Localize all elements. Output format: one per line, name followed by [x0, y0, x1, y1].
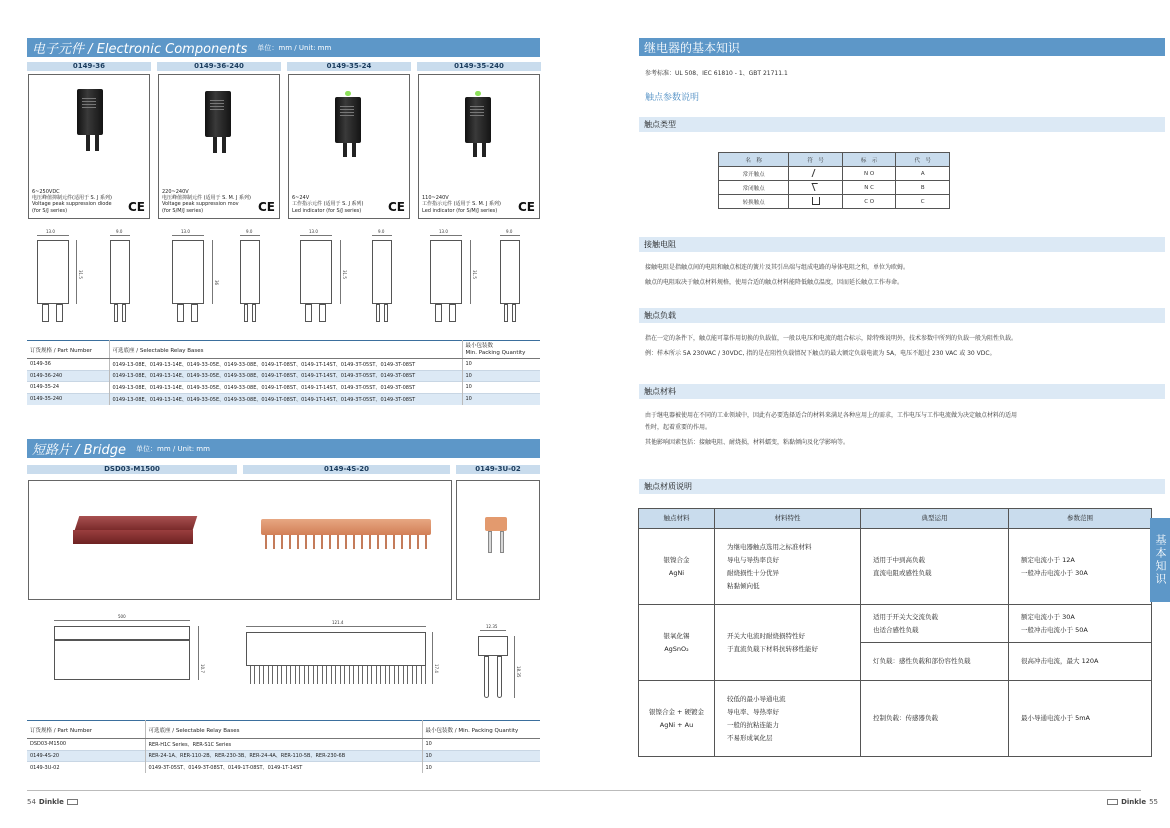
product-box-0149-35-240 — [418, 74, 540, 219]
electronic-section-title: 电子元件 / Electronic Components — [32, 42, 248, 57]
product-caption: 110~240V 工作指示元件 (适用于 S. M. J 系列) Led indicator (for S/M/J series) — [422, 195, 501, 214]
relay-module-image — [205, 91, 231, 137]
load-heading: 触点负载 — [639, 308, 1165, 323]
ce-mark: CE — [517, 200, 535, 214]
part-code-0149-35-240: 0149-35-240 — [417, 62, 541, 71]
u-bridge-image-box — [456, 480, 540, 600]
relay-module-image — [335, 97, 361, 143]
knowledge-header — [639, 38, 1165, 56]
led-indicator-icon — [475, 91, 481, 96]
material-desc-heading: 触点材质说明 — [639, 479, 1165, 494]
u-bridge-image — [485, 517, 507, 531]
footer-rule — [585, 790, 1141, 791]
relay-module-image — [77, 89, 103, 135]
bridge-code-0149-4s-20: 0149-4S-20 — [243, 465, 450, 474]
page-number: 55 — [1149, 798, 1158, 806]
ce-mark: CE — [387, 200, 405, 214]
relay-module-image — [465, 97, 491, 143]
table-row: 0149-36 0149-13-08E、0149-13-14E、0149-33-05E、0149-33-08E、0149-1T-08ST、0149-1T-14ST、0149-3T-05ST、0149-3T-08ST 10 — [27, 359, 540, 371]
table-row: 0149-35-24 0149-13-08E、0149-13-14E、0149-33-05E、0149-33-08E、0149-1T-08ST、0149-1T-14ST、0149-3T-05ST、0149-3T-08ST 10 — [27, 382, 540, 394]
comb-bridge-image — [261, 519, 431, 535]
footer-rule — [27, 790, 585, 791]
material-heading: 触点材料 — [639, 384, 1165, 399]
table-row: 0149-3U-02 0149-3T-05ST、0149-3T-08ST、0149-1T-08ST、0149-1T-14ST 10 — [27, 762, 540, 774]
contact-type-heading: 触点类型 — [639, 117, 1165, 132]
part-code-0149-36-240: 0149-36-240 — [157, 62, 281, 71]
resistance-heading: 接触电阻 — [639, 237, 1165, 252]
left-footer — [27, 798, 78, 806]
bridge-image-box — [28, 480, 452, 600]
product-box-0149-36 — [28, 74, 150, 219]
contact-type-table: 名 称 符 号 标 示 代 号 常开触点 N O A 常闭触点 N C B 转换触点 C O C — [718, 152, 950, 209]
table-row: 常开触点 N O A — [719, 167, 950, 181]
table-row: 银镍合金 AgNi 为继电器触点选用之标准材料 导电与导热率良好 耐烧损性十分优异 粘黏倾向低 适用于中到高负载 直流电阻或感性负载 额定电流小于 12A 一般冲击电流小于 30A — [639, 529, 1152, 605]
electronic-unit: 单位：mm / Unit: mm — [257, 43, 332, 52]
bridge-unit: 单位：mm / Unit: mm — [136, 444, 210, 453]
knowledge-title: 继电器的基本知识 — [644, 40, 741, 55]
part-code-0149-35-24: 0149-35-24 — [287, 62, 411, 71]
product-box-0149-36-240 — [158, 74, 280, 219]
material-text: 由于继电器被使用在不同的工业领域中，因此有必要选择适合的材料来满足各种应用上的需求，工作电压与工作电流做为决定触点材料的适用 性时，起着重要的作用。 其他影响因素包括：接触电阻、耐烧损，材料蠕变，粘黏倾向及化学影响等。 — [645, 412, 1018, 446]
table-row: 常闭触点 N C B — [719, 181, 950, 195]
electronic-parts-table: 订货规格 / Part Number 可选底座 / Selectable Relay Bases 最小包装数 Min. Packing Quantity 0149-36 0149-13-08E、0149-13-14E、0149-33-05E、0149-33-08E、0149-1T-08ST、0149-1T-14ST、0149-3T-05ST、0149-3T-08ST 10 0149-36-240 0149-13-08E、0149-13-14E、0149-33-05E、0149-33-08E、0149-1T-08ST、0149-1T-14ST、0149-3T-05ST、0149-3T-08ST 10 0149-35-24 0149-13-08E、0149-13-14E、0149-33-05E、0149-33-08E、0149-1T-08ST、0149-1T-14ST、0149-3T-05ST、0149-3T-08ST 10 0149-35-240 0149-13-08E、0149-13-14E、0149-33-05E、0149-33-08E、0149-1T-08ST、0149-1T-14ST、0149-3T-05ST、0149-3T-08ST 10 — [27, 340, 540, 405]
brand-logo-icon — [1107, 799, 1118, 805]
bridge-section-title: 短路片 / Bridge — [32, 443, 127, 458]
brand-name: Dinkle — [38, 798, 64, 806]
contact-material-table: 触点材料 材料特性 典型运用 参数范围 银镍合金 AgNi 为继电器触点选用之标准材料 导电与导热率良好 耐烧损性十分优异 粘黏倾向低 适用于中到高负载 直流电阻或感性负载 额定电流小于 12A 一般冲击电流小于 30A 银氧化锡 AgSnO₂ 开关大电流时耐烧损特性好 于直流负载下材料抗转移性能好 适用于开关大交流负载 也适合感性负载 额定电流小于 30A 一般冲击电流小于 50A 灯负载：感性负载和部份容性负载 很高冲击电流，最大 120A 银镍合金 + 硬镀金 AgNi + Au 较低的最小导通电流 导电率、导热率好 一般的抗粘连能力 不易形成氧化层 控制负载：传感器负载 最小导通电流小于 5mA — [638, 508, 1152, 757]
product-caption: 220~240V 电压峰值抑制元件 (适用于 S. M. J 系列) Voltage peak suppression mov (for S/M/J series) — [162, 188, 251, 214]
table-row: 银镍合金 + 硬镀金 AgNi + Au 较低的最小导通电流 导电率、导热率好 一般的抗粘连能力 不易形成氧化层 控制负载：传感器负载 最小导通电流小于 5mA — [639, 681, 1152, 757]
product-caption: 6~24V 工作指示元件 (适用于 S. J 系列) Led indicator (for S/J series) — [292, 195, 364, 214]
page-number: 54 — [27, 798, 36, 806]
brand-logo-icon — [67, 799, 78, 805]
right-footer — [1107, 798, 1158, 806]
reference-standards: 参考标准：UL 508、IEC 61810 - 1、GBT 21711.1 — [645, 70, 788, 77]
changeover-symbol-icon — [812, 197, 820, 205]
bridge-bar-image — [75, 516, 198, 530]
resistance-text: 接触电阻是指触点间的电阻和触点相连的簧片及其引出端与组成电路的导体电阻之和，单位为欧姆。 触点的电阻取决于触点材料规格，使用合适的触点材料能降低触点温度，因而延长触点工作寿命。 — [645, 264, 910, 286]
ce-mark: CE — [127, 200, 145, 214]
normally-open-symbol-icon — [811, 169, 820, 177]
table-row: 0149-4S-20 RER-24-1A、RER-110-2B、RER-230-3B、RER-24-4A、RER-110-5B、RER-230-6B 10 — [27, 750, 540, 762]
table-row: 灯负载：感性负载和部份容性负载 很高冲击电流，最大 120A — [639, 643, 1152, 681]
electronic-section-header — [27, 38, 540, 57]
table-row: 0149-35-240 0149-13-08E、0149-13-14E、0149-33-05E、0149-33-08E、0149-1T-08ST、0149-1T-14ST、0149-3T-05ST、0149-3T-08ST 10 — [27, 393, 540, 405]
table-row: 转换触点 C O C — [719, 195, 950, 209]
left-page: 电子元件 / Electronic Components 单位：mm / Unit: mm 0149-36 0149-36-240 0149-35-24 0149-35-240 6~250VDC 电压峰值抑制元件(适用于 S. J 系列) Voltage peak suppression diode (for S/J series) CE 220~240V 电压峰值抑制元件 (适用于 S. M. J 系列) Voltage peak suppression mov (for S/M/J series) CE 6~24V 工作指示元件 (适用于 S. J 系列) Led indicator (for S/J series) CE 110~240V 工作指示元件 (适用于 S. M. J 系列) Led indicator (for S/M/J series) CE 13.0 31.5 9.0 13.0 36 9.0 13.0 31.5 9.0 13.0 31.5 9.0 订货规格 / Part Number 可选底座 / Selectable Relay Bases 最小包装数 Min. Packing Quantity 0149-36 0149-13-08E、0149-13-14E、0149-33-05E、0149-33-08E、0149-1T-08ST、0149-1T-14ST、0149-3T-05ST、0149-3T-08ST 10 0149-36-240 0149-13-08E、0149-13-14E、0149-33-05E、0149-33-08E、0149-1T-08ST、0149-1T-14ST、0149-3T-05ST、0149-3T-08ST 10 0149-35-24 0149-13-08E、0149-13-14E、0149-33-05E、0149-33-08E、0149-1T-08ST、0149-1T-14ST、0149-3T-05ST、0149-3T-08ST 10 0149-35-240 0149-13-08E、0149-13-14E、0149-33-05E、0149-33-08E、0149-1T-08ST、0149-1T-14ST、0149-3T-05ST、0149-3T-08ST 10 短路片 / Bridge 单位：mm / Unit: mm DSD03-M1500 0149-4S-20 0149-3U-02 500 10.7 121.4 17.4 12.35 18.35 订货规格 / Part Number 可选底座 / Selectable Relay Bases 最小包装数 / Min. Packing Quantity DSD03-M1500 RER-H1C Series、RER-S1C Series 10 0149-4S-20 RER-24-1A、RER-110-2B、RER-230-3B、RER-24-4A、RER-110-5B、RER-230-6B 10 0149-3U-02 0149-3T-05ST、0149-3T-08ST、0149-1T-08ST、0149-1T-14ST 10 54 Dinkle — [0, 0, 585, 828]
table-row: DSD03-M1500 RER-H1C Series、RER-S1C Series 10 — [27, 739, 540, 751]
right-page — [585, 0, 1170, 828]
product-caption: 6~250VDC 电压峰值抑制元件(适用于 S. J 系列) Voltage peak suppression diode (for S/J series) — [32, 188, 112, 214]
contact-params-title: 触点参数说明 — [645, 93, 700, 103]
load-text: 指在一定的条件下，触点能可靠作用切换的负载值，一般以电压和电流的组合标示，除特殊说明外，技术参数中所列的负载一般为阻性负载。 例：样本所示 5A 230VAC / 30VDC, 指的是在阻性负载情况下触点的最大额定负载电流为 5A，电压不超过 230 VAC 或 30 VDC。 — [645, 335, 1018, 357]
bridge-code-dsd03: DSD03-M1500 — [27, 465, 237, 474]
table-row: 银氧化锡 AgSnO₂ 开关大电流时耐烧损特性好 于直流负载下材料抗转移性能好 适用于开关大交流负载 也适合感性负载 额定电流小于 30A 一般冲击电流小于 50A — [639, 605, 1152, 643]
bridge-parts-table: 订货规格 / Part Number 可选底座 / Selectable Relay Bases 最小包装数 / Min. Packing Quantity DSD03-M1500 RER-H1C Series、RER-S1C Series 10 0149-4S-20 RER-24-1A、RER-110-2B、RER-230-3B、RER-24-4A、RER-110-5B、RER-230-6B 10 0149-3U-02 0149-3T-05ST、0149-3T-08ST、0149-1T-08ST、0149-1T-14ST 10 — [27, 720, 540, 773]
part-code-0149-36: 0149-36 — [27, 62, 151, 71]
bridge-code-0149-3u-02: 0149-3U-02 — [456, 465, 540, 474]
normally-closed-symbol-icon — [811, 183, 820, 191]
table-row: 0149-36-240 0149-13-08E、0149-13-14E、0149-33-05E、0149-33-08E、0149-1T-08ST、0149-1T-14ST、0149-3T-05ST、0149-3T-08ST 10 — [27, 370, 540, 382]
ce-mark: CE — [257, 200, 275, 214]
product-box-0149-35-24 — [288, 74, 410, 219]
bridge-section-header — [27, 439, 540, 458]
side-tab-basic-knowledge[interactable]: 基本知识 — [1150, 518, 1170, 602]
led-indicator-icon — [345, 91, 351, 96]
brand-name: Dinkle — [1121, 798, 1147, 806]
